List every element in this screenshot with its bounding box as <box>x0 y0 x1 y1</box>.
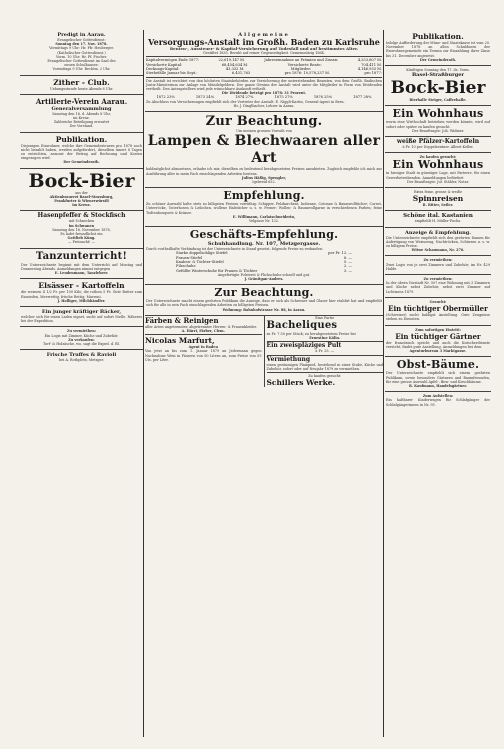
ad-line: Vorm. 10 Uhr: Hr. Pf. Fischer. <box>56 54 107 59</box>
ad-text: worin eine Wirthschaft betrieben werden könnte, wird auf sofort oder später zu kaufen gesucht. <box>386 120 490 129</box>
ad-text: baldmöglichst abzusetzen, erlaube ich mir, dieselben zu bedeutend herabgesetzten Preisen anzubieten. Zugleich empfehle ich mich zur Ausführung aller in mein Fach einschlagenden Arbeiten bestens. <box>146 167 382 176</box>
ad-text: Der Unterzeichnete beginnt mit dem Unterricht auf Montag und Donnerstag Abends. Anmeldungen nimmt entgegen <box>21 262 142 271</box>
ad-heading: Frische Truffes & Ravioli <box>46 352 117 359</box>
ad-heading: Zu vermiethen: <box>423 277 453 282</box>
stat-label: Kapitalvermögen Ende 1877: <box>146 58 200 63</box>
left-column <box>20 30 143 739</box>
ad-line: Zahlreiche Beteiligung erwartet <box>53 120 110 125</box>
ad-text: Ein haltbarer Kinderwagen für Schlafgänger der Schlafgängerinnen in Nr. 95. <box>386 398 490 407</box>
stat-label: Mitglieder: <box>290 67 312 71</box>
ad-line: Angefertigte Polsterei & Flickschuhe schnell und gut. <box>217 272 311 277</box>
ad-heading: Zur Beachtung. <box>214 286 314 300</box>
ad-line: Gottlieb Küng. <box>67 236 96 241</box>
ad-text: (Schweizer) sucht baldigst Anstellung. Gute Zeugnisse stehen zu Diensten. <box>386 313 490 322</box>
ad-heading: Bock-Bier <box>28 169 135 192</box>
ad-title: Lampen & Blechwaaren aller Art <box>147 133 381 167</box>
ad-signature: J. Holliger, Milchhändler. <box>57 298 106 303</box>
ad-signature: Der Beauftragte: Jul. Stähler, Notar. <box>406 179 470 184</box>
dividend-year: 1876 25% <box>313 95 333 100</box>
dividend-year: 1877 28% <box>353 95 372 100</box>
ad-heading: Anzeige & Empfehlung. <box>404 229 472 236</box>
ad-address: Igelweid 632. <box>252 179 276 184</box>
ad-baecker <box>20 307 143 327</box>
ad-text: aller Arten ungetrennter, abgetrennter Herren- & Frauenkleider. <box>145 324 257 329</box>
ad-schreiner <box>145 285 383 316</box>
ad-heading: Predigt in Aarau. <box>57 32 106 38</box>
column-divider <box>383 30 384 737</box>
ad-heading: weiße Pfälzer-Kartoffeln <box>396 138 480 146</box>
ad-heading: Publikation. <box>55 134 108 144</box>
ad-text: welcher sich für einen Laden eignet, sucht auf sofort Stelle. Näheres bei der Expedition. <box>21 314 142 324</box>
ad-text: Durch vortheilhafte Verbindung ist der Unterzeichnete in Stand gesetzt, folgende Preise zu verkaufen: <box>146 247 323 252</box>
ad-text: bei A. Rothpletz, Metzger. <box>59 358 104 363</box>
ad-heading: Vermiethung <box>266 355 311 363</box>
ad-text: einen geräumigen Plainpied, bestehend in einer Stube, Küche und Zubehör, sofort oder auf Neujahr 1879 zu vermiethen. <box>266 362 383 371</box>
ad-heading: Elsässer - Kartoffeln <box>38 281 125 291</box>
ad-text: Der Unterzeichnete macht einem geehrten Publikum die Anzeige, dass er sich als Schreiner und Glaser hier etablirt hat und empfiehlt sich für alle in sein Fach einschlagenden Arbeiten zu billigsten Preisen. <box>146 299 382 308</box>
ad-heading: Publikation. <box>412 32 464 41</box>
divider <box>146 77 382 78</box>
price-item: Knaben- & Töchter-Stiefel <box>176 259 224 264</box>
ad-text: In der obern Vorstadt Nr. 507 eine Wohnung mit 3 Zimmern und Küche nebst Zubehör, nebst zwei Zimmer auf Lichtmess 1879. <box>386 281 490 294</box>
ad-subheading: Zum sofortigen Eintritt: <box>415 327 461 332</box>
price-item: Gefüllte Winterschuhe für Frauen & Töchter <box>176 268 258 273</box>
ad-subheading: Zu kaufen gesucht: <box>419 155 457 160</box>
ad-heading: Bacheliques <box>266 320 338 332</box>
ad-signature: Julius Häßig, Spengler, <box>241 175 287 180</box>
ad-heading: Zum Aufstellen: <box>422 394 454 399</box>
price-item: Starke doppelsohlige Stiefel <box>176 251 228 256</box>
column-divider <box>143 30 144 737</box>
split-right <box>265 316 384 387</box>
ad-obermueller <box>385 298 491 326</box>
stat-label: pro 1876: 10,578,237 M. <box>284 71 330 76</box>
dividend-year: 1874 27% <box>235 95 254 100</box>
ad-subheading: Agent in Baden <box>188 345 218 350</box>
ad-heading: Obst-Bäume. <box>396 358 480 372</box>
stat-label: Deckungs-Kapital: <box>146 67 180 71</box>
ad-address: Velgasse Nr. 132. <box>249 218 279 223</box>
ad-line: neuen Schulhauses: <box>64 63 99 68</box>
ad-line: im Schwanen <box>68 223 95 228</box>
ad-line: im Kreuz. <box>73 116 90 121</box>
ad-hasenpfeffer <box>20 211 143 248</box>
ad-signature: Der Beauftragte: Joh. Widmer. <box>411 128 465 133</box>
ad-line: Sonntag den 17. Nov. 1878. <box>55 42 108 47</box>
ad-line: Aktienbrauerei Basel-Strassburg, <box>49 194 114 199</box>
ad-heading: Allgemeine <box>238 32 290 38</box>
ad-subtitle: Renten-, Aussteuer- & Kapital-Versicherung auf Todesfall und auf bestimmtes Alter. <box>169 46 359 51</box>
stat-value: pro 1877: <box>364 71 382 76</box>
ad-spinnreisen <box>385 188 491 211</box>
ad-signature: Agenturbureau 3 Marktgasse. <box>409 349 467 354</box>
ad-line: Vormittags 9 Uhr: Hr. Pfr. Heuberger. <box>49 46 114 51</box>
ad-wohnhaus-2 <box>385 153 491 188</box>
ad-text: Infolge Aufforderung der Münz- und Staatskasse ist vom 20. November 1878 an allen Schuldnern der Einwohnergemeinde ein Termin zur Einzahlung ihrer Zinse bis 31. December angesetzt. <box>386 41 490 58</box>
ad-heading: Zither - Club. <box>53 77 110 87</box>
stat-label: Jahreseinnahme an Prämien und Zinsen: <box>264 58 339 63</box>
ad-versorgungsanstalt <box>145 30 383 112</box>
ad-text: Von jetzt an bis zum 1. Januar 1879 an Jedermann gegen Nachnahme Wein in Fässern von 50 Litern an, zum Preise von 55 Cts. per Liter. <box>145 349 262 362</box>
ad-subheading: Basel-Straßburger <box>411 72 465 79</box>
ad-line: Zu kaufen gesucht: <box>308 374 342 379</box>
ad-text: Zwei Logis von je zwei Zimmern und Zubehör; im Nr. 429 Halde. <box>386 262 490 271</box>
ad-line: à Fr. 25. — <box>315 349 335 354</box>
stat-label: Sterbefälle Januar bis Sept.: <box>146 71 198 76</box>
ad-line: Extra feine, grosse & weiße <box>414 190 462 195</box>
divider <box>146 56 382 57</box>
ad-text: Zu schöner Auswahl halte stets zu billigsten Preisen vorräthig: Schipper, Pelzkarchent, Indienne, Cotonne & Baumwolltücher; Corset, Unterröcke, Unterhosen & Leibchen, wollene Halstücher u. s. w. Ferner: Wollen- & Baumwollgarne in verschiedenen Farben; feine Todtenbouquets & Kränze. <box>146 202 382 215</box>
ad-line: Zu verkaufen: <box>68 337 95 342</box>
ad-heading: Empfehlung. <box>223 189 305 203</box>
ad-line: Evangelischer Gottesdienst: <box>57 38 106 42</box>
stat-value: 43,332 M. <box>225 67 245 71</box>
ad-obstbaeume <box>385 357 491 392</box>
ad-signature: J. Gränitgan-Andres. <box>244 277 284 282</box>
ad-vermiethen-1 <box>385 256 491 275</box>
ad-logis <box>20 327 143 350</box>
dividend-year: 1873 24% <box>195 95 215 100</box>
ad-line: Bierhalle Steiger, Caffeehalle. <box>409 98 467 103</box>
ad-text: empfiehlt H. Müller-Fuchs. <box>414 219 462 224</box>
stat-value: 6,431,763 <box>231 71 251 76</box>
ad-text: der französisch spricht und auch die Kutscherdienste versteht, findet gute Anstellung. Anmeldungen bei dem <box>386 340 490 349</box>
ad-lampen <box>145 112 383 188</box>
ad-line: Eine Partie <box>315 315 335 320</box>
ad-text: zu Fr. 7.50 per Stück; zu herabgesetztem Preise bei <box>266 332 356 337</box>
ad-text: Die Unterzeichnete empfiehlt sich den geehrten Damen für Anfertigung von Weisszeug, Nachtröcken, Schürzen u. s. w. zu billigem Preise. <box>386 235 490 249</box>
ad-line: Gestiftet 1835. Beruht auf reiner Gegenseitigkeit. Gemeinnützig 1864. <box>203 51 325 56</box>
ad-line: Samstag den 16. November 1878, <box>52 227 111 232</box>
stat-value: 704,411 M. <box>361 62 382 67</box>
ad-heading: Spinnreisen <box>412 194 464 204</box>
ad-subheading: Schuhhandlung. Nr. 107, Metzgergasse. <box>207 241 321 248</box>
ad-line: Samstag den 16. d. Abends 8 Uhr, <box>52 111 111 116</box>
ad-heading: Bock-Bier <box>390 78 486 99</box>
ad-heading: Ein junger kräftiger Bäcker, <box>41 308 122 315</box>
ad-line: im Kreuz. <box>72 203 91 208</box>
ad-text: à Fr. 10 per Doppelzentner. Albert Keller. <box>402 145 474 150</box>
ad-heading: Schillers Werke. <box>266 378 336 388</box>
middle-column <box>145 30 383 739</box>
stat-value: 4,253,807 M. <box>357 58 382 63</box>
ad-line: Es ladet freundlichst ein <box>60 232 103 237</box>
ad-line: Um meinen grossen Vorrath von <box>236 129 292 134</box>
ad-line: Torf- & Holzäsche, wo, sagt die Exped. d. Bl. <box>43 341 120 346</box>
divider <box>145 334 262 335</box>
ad-zither <box>20 76 143 95</box>
ad-bock-bier-right <box>385 66 491 106</box>
ad-signature: E. Willimann, Carlatschneiderin, <box>232 214 296 219</box>
ad-title: Versorgungs-Anstalt im Großh. Baden zu Karlsruhe <box>148 37 380 47</box>
ad-line: Vormittags 9 Uhr: Rechtm. 2 Uhr. <box>52 67 111 72</box>
ad-text: Uebungsstunde heute Abends 8 Uhr. <box>49 86 114 91</box>
ad-line: Hr. J. Dinglbacher, Lehrer in Aarau. <box>233 103 295 108</box>
ad-signature: Ernestine Kälin. <box>309 336 341 341</box>
ad-heading: Schöne ital. Kastanien <box>403 213 473 220</box>
ad-line: (Katholischer Gottesdienst.) <box>57 50 106 55</box>
ad-predigt <box>20 30 143 76</box>
ad-heading: Ein tüchtiger Gärtner <box>395 331 481 341</box>
stat-value: 22,619,147 M. <box>218 58 246 63</box>
ad-signature: Der Gemeinderath. <box>63 160 100 165</box>
ad-kartoffeln <box>20 279 143 307</box>
divider <box>267 372 384 373</box>
ad-vermiethen-2 <box>385 275 491 298</box>
ad-tanzunterricht <box>20 249 143 280</box>
ad-signature: R. Kaufmann, Handelsgärtner. <box>408 383 468 388</box>
ad-heading: Hasenpfeffer & Stockfisch <box>37 212 126 220</box>
dividend-year: 1872 23% <box>156 95 175 100</box>
ad-text: in hiesiger Stadt in günstiger Lage, mit Parterre, für einen Gewerbetreibenden. Anmeldungen befördert <box>386 171 490 180</box>
stat-label: Versicherte Rente: <box>287 62 322 67</box>
ad-text: die weissen 4 1/2 Fr. per 100 Kilo; die rothen 5 Fr. Gute Butter zum Einsieden, Meerrettig, frische Rettig, Marroni. <box>21 290 142 299</box>
ad-heading: Nicolas Marfurt, <box>145 336 215 346</box>
ad-line: mit Schnecken <box>68 219 95 224</box>
ad-artillerie <box>20 95 143 133</box>
price-value: 8. — <box>343 255 352 260</box>
ad-subheading: Generalversammlung <box>51 105 112 112</box>
price-item: Filzschuhe <box>176 264 196 269</box>
stats-row <box>146 71 382 75</box>
ad-text: Zu Abschluss von Versicherungen empfiehlt sich der Vertreter der Anstalt: E. Niggli-Kartin, General-Agent in Bern. <box>146 99 345 104</box>
ad-heading: Geschäfts-Empfehlung. <box>189 228 339 242</box>
stat-value: 68,454,634 M. <box>221 62 249 67</box>
ad-line: Ein Logis mit Zimmer, Küche und Zubehör. <box>44 333 119 338</box>
ad-anzeige <box>385 228 491 257</box>
ad-line: Frankfurter & Wienerwürstli <box>54 199 109 204</box>
ad-aufstellen <box>385 392 491 410</box>
stat-label: Versicherte Kapital: <box>146 62 183 67</box>
ad-signature: Der Gemeinderath. <box>419 57 457 62</box>
ad-heading: Färben & Reinigen <box>145 315 219 325</box>
ad-heading: Ein Wohnhaus <box>392 107 484 121</box>
stat-value: 4,146,953 M. <box>357 67 382 71</box>
price-value: per Fr. 12. — <box>328 251 352 256</box>
dividend-year: 1875 27% <box>274 95 293 100</box>
ad-heading: Artillerie-Verein Aarau. <box>35 96 128 106</box>
ad-publikation <box>20 133 143 169</box>
ad-line: Der Vorstand. <box>69 124 94 129</box>
ad-empfehlung <box>145 188 383 227</box>
ad-signature: Wohnung: Bahnhofstrasse Nr. 88, in Aarau. <box>222 307 306 312</box>
price-value: 5. — <box>343 259 352 264</box>
ad-gaertner <box>385 326 491 358</box>
ad-heading: Ein tüchtiger Obermüller <box>388 304 488 314</box>
ad-line: Die Dividende beträgt pro 1878: 31 Prozent. <box>221 91 307 96</box>
ad-text: Der Unterzeichnete empfiehlt sich einem geehrten Publikum, sowie besonders Gärtnern und Baumfreunden, für eine grosse Auswahl Apfel-, Birn- und Kirschbäume. <box>386 371 490 384</box>
price-item: Frauen-Stiefel <box>176 255 203 260</box>
ad-line: Evangelischer Gottesdienst im Saal des <box>47 59 116 64</box>
ad-bock-bier <box>20 169 143 212</box>
ad-publikation-right <box>385 30 491 66</box>
ad-line: aus der <box>75 190 88 195</box>
ad-heading: Zur Beachtung. <box>205 114 323 130</box>
ad-heading: Ein Wohnhaus <box>392 158 484 172</box>
ad-heading: Tanzunterricht! <box>35 250 128 262</box>
ad-signature: R. Ritter, Seiler. <box>422 203 454 208</box>
price-value: 2. — <box>343 264 352 269</box>
split-ads <box>145 316 383 387</box>
ad-heading: Ein zweispläziges Pult <box>266 342 342 350</box>
price-value: 3. — <box>343 268 352 273</box>
ad-line: — Freinacht! — <box>67 240 95 245</box>
ad-text: Die Anstalt ist errichtet von den höchsten Staatsbehörden zur Versicherung der unterstehenden Beamten, von dem Großh. Badischen Justiz-Ministerium zur Anlage von Mündelgeldern. Der ganze Gewinn der Anstalt wird unter die Mitglieder in Form von Dividenden vertheilt. Den Antragstellern wird jede wünschbare Auskunft ertheilt. <box>146 78 382 91</box>
ad-line: Zu vermiethen: <box>67 329 96 334</box>
ad-schuhhandlung <box>145 227 383 285</box>
ad-kartoffeln-right <box>385 137 491 153</box>
ad-signature: A. Härri, Färber, Clem. <box>181 329 225 334</box>
ad-heading: Zu vermiethen: <box>423 258 453 263</box>
ad-subheading: Gesucht: <box>429 299 447 304</box>
ad-signature: Witwe Schaumann, Nr. 276. <box>411 248 465 253</box>
ad-kastanien <box>385 211 491 227</box>
ad-wohnhaus-1 <box>385 106 491 137</box>
right-column <box>385 30 491 739</box>
ad-signature: E. Lendenmann, Tanzlehrer. <box>54 271 109 276</box>
ad-line: Künftigen Sonntag den 17. ds. Vorm. <box>406 68 470 73</box>
ad-truffes <box>20 350 143 365</box>
ad-text: Diejenigen Einwohner, welche ihre Gemeindesteuern pro 1878 noch nicht bezahlt haben, werden aufgefordert, dieselben innert 8 Tagen zu entrichten, ansonst der Betrag auf Rechnung und Kosten eingezogen wird. <box>21 143 142 161</box>
split-left <box>145 316 265 387</box>
